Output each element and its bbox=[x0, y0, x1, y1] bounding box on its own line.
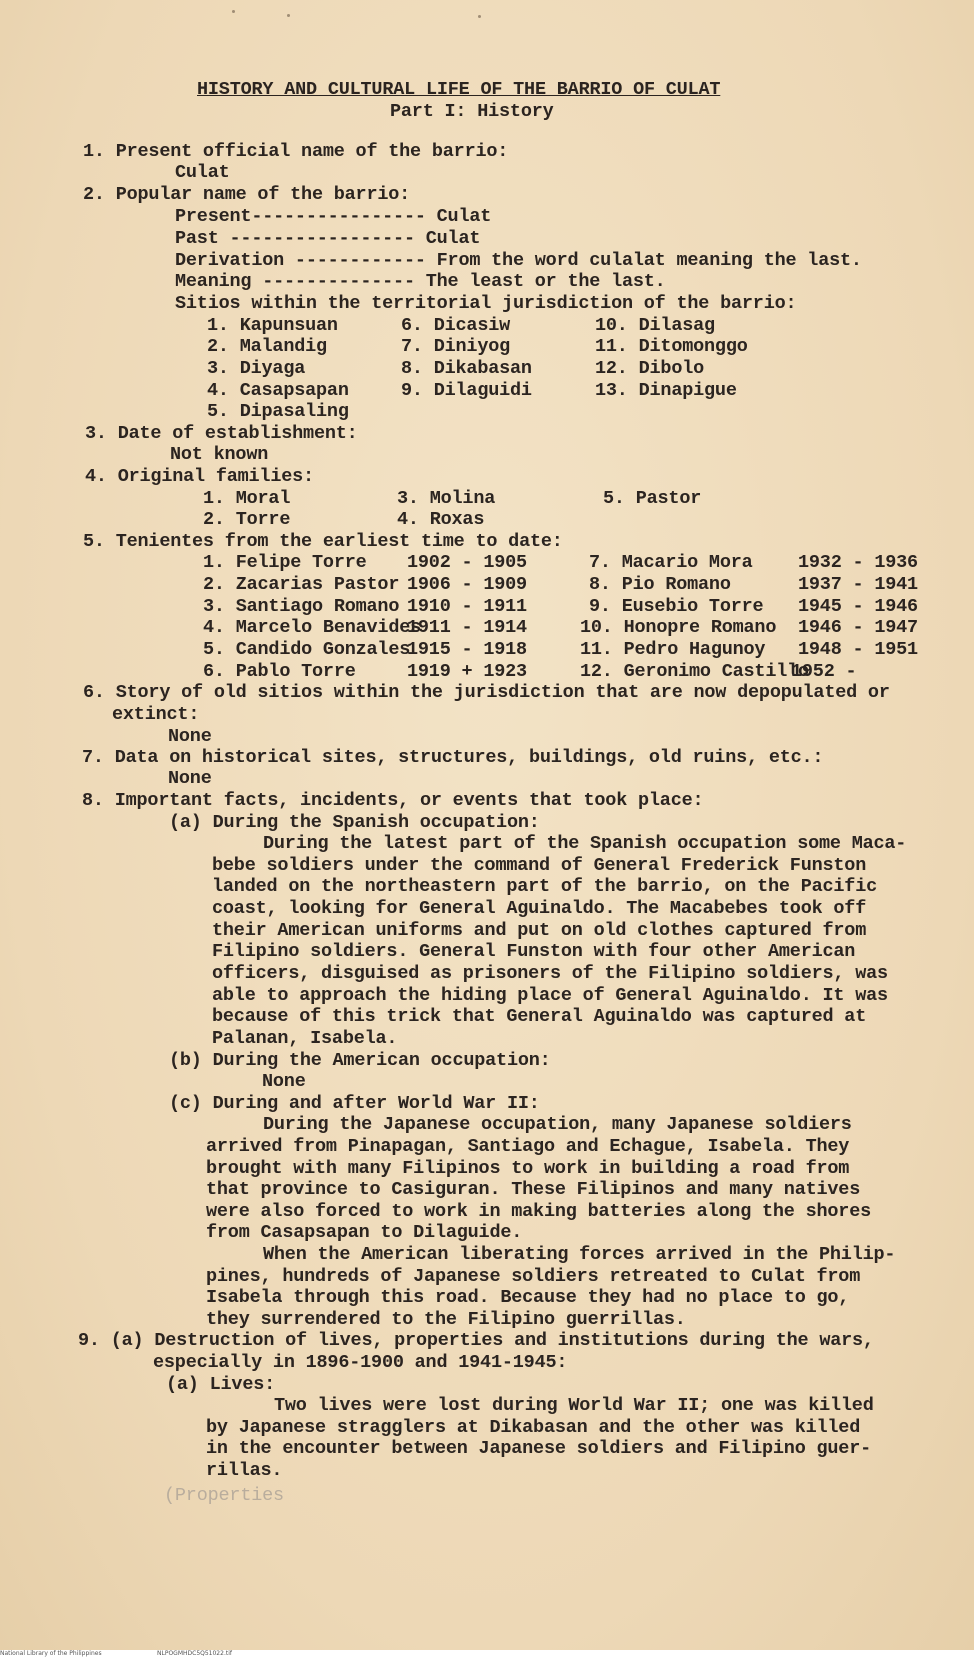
document-subtitle: Part I: History bbox=[390, 101, 554, 122]
teniente-name: 4. Marcelo Benavides bbox=[203, 617, 422, 638]
q8a-line: able to approach the hiding place of General Aguinaldo. It was bbox=[212, 985, 888, 1006]
q8c-line: they surrendered to the Filipino guerrillas. bbox=[206, 1309, 686, 1330]
q9a-line: by Japanese stragglers at Dikabasan and the other was killed bbox=[206, 1417, 861, 1438]
sitio-item: 1. Kapunsuan bbox=[207, 315, 338, 336]
q8c-line: pines, hundreds of Japanese soldiers retreated to Culat from bbox=[206, 1266, 861, 1287]
q8c-line: that province to Casiguran. These Filipinos and many natives bbox=[206, 1179, 861, 1200]
teniente-years: 1948 - 1951 bbox=[798, 639, 918, 660]
q2-present: Present---------------- Culat bbox=[175, 206, 492, 227]
teniente-years: 1919 + 1923 bbox=[407, 661, 527, 682]
teniente-name: 11. Pedro Hagunoy bbox=[580, 639, 766, 660]
teniente-name: 8. Pio Romano bbox=[589, 574, 731, 595]
q5-label: 5. Tenientes from the earliest time to date: bbox=[83, 531, 563, 552]
q9-label-cont: especially in 1896-1900 and 1941-1945: bbox=[153, 1352, 568, 1373]
sitio-item: 3. Diyaga bbox=[207, 358, 306, 379]
family-item: 2. Torre bbox=[203, 509, 291, 530]
q8c-line: During the Japanese occupation, many Japanese soldiers bbox=[263, 1114, 852, 1135]
q8c-line: brought with many Filipinos to work in building a road from bbox=[206, 1158, 850, 1179]
q6-answer: None bbox=[168, 726, 212, 747]
sitio-item: 6. Dicasiw bbox=[401, 315, 511, 336]
sitio-item: 13. Dinapigue bbox=[595, 380, 737, 401]
q9a-line: rillas. bbox=[206, 1460, 283, 1481]
family-item: 1. Moral bbox=[203, 488, 291, 509]
sitio-item: 5. Dipasaling bbox=[207, 401, 349, 422]
q8a-line: their American uniforms and put on old clothes captured from bbox=[212, 920, 867, 941]
teniente-years: 1910 - 1911 bbox=[407, 596, 527, 617]
q8c-line: were also forced to work in making batteries along the shores bbox=[206, 1201, 872, 1222]
q8a-line: landed on the northeastern part of the barrio, on the Pacific bbox=[212, 876, 878, 897]
q9a-line: in the encounter between Japanese soldiers and Filipino guer- bbox=[206, 1438, 872, 1459]
teniente-years: 1952 - bbox=[791, 661, 857, 682]
teniente-years: 1915 - 1918 bbox=[407, 639, 527, 660]
teniente-name: 2. Zacarias Pastor bbox=[203, 574, 400, 595]
teniente-years: 1906 - 1909 bbox=[407, 574, 527, 595]
teniente-name: 3. Santiago Romano bbox=[203, 596, 400, 617]
q8a-line: Filipino soldiers. General Funston with four other American bbox=[212, 941, 856, 962]
sitio-item: 9. Dilaguidi bbox=[401, 380, 532, 401]
q9a-label: (a) Lives: bbox=[166, 1374, 276, 1395]
family-item: 4. Roxas bbox=[397, 509, 485, 530]
teniente-years: 1911 - 1914 bbox=[407, 617, 527, 638]
q9a-line: Two lives were lost during World War II; one was killed bbox=[274, 1395, 874, 1416]
family-item: 5. Pastor bbox=[603, 488, 702, 509]
sitio-item: 11. Ditomonggo bbox=[595, 336, 748, 357]
q8a-line: During the latest part of the Spanish occupation some Maca- bbox=[263, 833, 907, 854]
sitio-item: 2. Malandig bbox=[207, 336, 327, 357]
q2-sitios-label: Sitios within the territorial jurisdiction of the barrio: bbox=[175, 293, 797, 314]
q6-label: 6. Story of old sitios within the jurisdiction that are now depopulated or bbox=[83, 682, 890, 703]
footer-filename: NLPOGMHDC5Q51022.tif bbox=[157, 1650, 232, 1657]
q2-label: 2. Popular name of the barrio: bbox=[83, 184, 411, 205]
sitio-item: 7. Diniyog bbox=[401, 336, 511, 357]
q8c-line: Isabela through this road. Because they had no place to go, bbox=[206, 1287, 850, 1308]
q8c-line: arrived from Pinapagan, Santiago and Echague, Isabela. They bbox=[206, 1136, 850, 1157]
continued-note: (Properties bbox=[164, 1485, 284, 1506]
teniente-years: 1902 - 1905 bbox=[407, 552, 527, 573]
q6-label-cont: extinct: bbox=[112, 704, 200, 725]
q8b-label: (b) During the American occupation: bbox=[169, 1050, 551, 1071]
teniente-name: 6. Pablo Torre bbox=[203, 661, 356, 682]
q2-derivation: Derivation ------------ From the word culalat meaning the last. bbox=[175, 250, 862, 271]
q4-label: 4. Original families: bbox=[85, 466, 314, 487]
sitio-item: 8. Dikabasan bbox=[401, 358, 532, 379]
q8c-line: from Casapsapan to Dilaguide. bbox=[206, 1222, 523, 1243]
teniente-name: 1. Felipe Torre bbox=[203, 552, 367, 573]
family-item: 3. Molina bbox=[397, 488, 496, 509]
teniente-years: 1937 - 1941 bbox=[798, 574, 918, 595]
sitio-item: 4. Casapsapan bbox=[207, 380, 349, 401]
teniente-years: 1932 - 1936 bbox=[798, 552, 918, 573]
q8a-line: coast, looking for General Aguinaldo. The Macabebes took off bbox=[212, 898, 867, 919]
q8a-label: (a) During the Spanish occupation: bbox=[169, 812, 540, 833]
teniente-years: 1945 - 1946 bbox=[798, 596, 918, 617]
teniente-name: 5. Candido Gonzales bbox=[203, 639, 411, 660]
sitio-item: 10. Dilasag bbox=[595, 315, 715, 336]
teniente-years: 1946 - 1947 bbox=[798, 617, 918, 638]
footer-source: National Library of the Philippines bbox=[0, 1650, 102, 1657]
q8c-line: When the American liberating forces arrived in the Philip- bbox=[263, 1244, 896, 1265]
teniente-name: 7. Macario Mora bbox=[589, 552, 753, 573]
scan-footer bbox=[0, 1650, 974, 1658]
q2-meaning: Meaning -------------- The least or the last. bbox=[175, 271, 666, 292]
q7-answer: None bbox=[168, 768, 212, 789]
q8a-line: Palanan, Isabela. bbox=[212, 1028, 398, 1049]
q8a-line: bebe soldiers under the command of General Frederick Funston bbox=[212, 855, 867, 876]
q8c-label: (c) During and after World War II: bbox=[169, 1093, 540, 1114]
q3-answer: Not known bbox=[170, 444, 269, 465]
teniente-name: 12. Geronimo Castillo bbox=[580, 661, 809, 682]
document-title: HISTORY AND CULTURAL LIFE OF THE BARRIO OF CULAT bbox=[197, 79, 721, 100]
teniente-name: 10. Honopre Romano bbox=[580, 617, 777, 638]
sitio-item: 12. Dibolo bbox=[595, 358, 705, 379]
q8-label: 8. Important facts, incidents, or events that took place: bbox=[82, 790, 704, 811]
q3-label: 3. Date of establishment: bbox=[85, 423, 358, 444]
q8a-line: because of this trick that General Aguinaldo was captured at bbox=[212, 1006, 867, 1027]
q8b-answer: None bbox=[262, 1071, 306, 1092]
q1-answer: Culat bbox=[175, 162, 230, 183]
q9-label: 9. (a) Destruction of lives, properties and institutions during the wars, bbox=[78, 1330, 874, 1351]
teniente-name: 9. Eusebio Torre bbox=[589, 596, 764, 617]
q1-label: 1. Present official name of the barrio: bbox=[83, 141, 509, 162]
q2-past: Past ----------------- Culat bbox=[175, 228, 481, 249]
q7-label: 7. Data on historical sites, structures, buildings, old ruins, etc.: bbox=[82, 747, 824, 768]
q8a-line: officers, disguised as prisoners of the Filipino soldiers, was bbox=[212, 963, 888, 984]
